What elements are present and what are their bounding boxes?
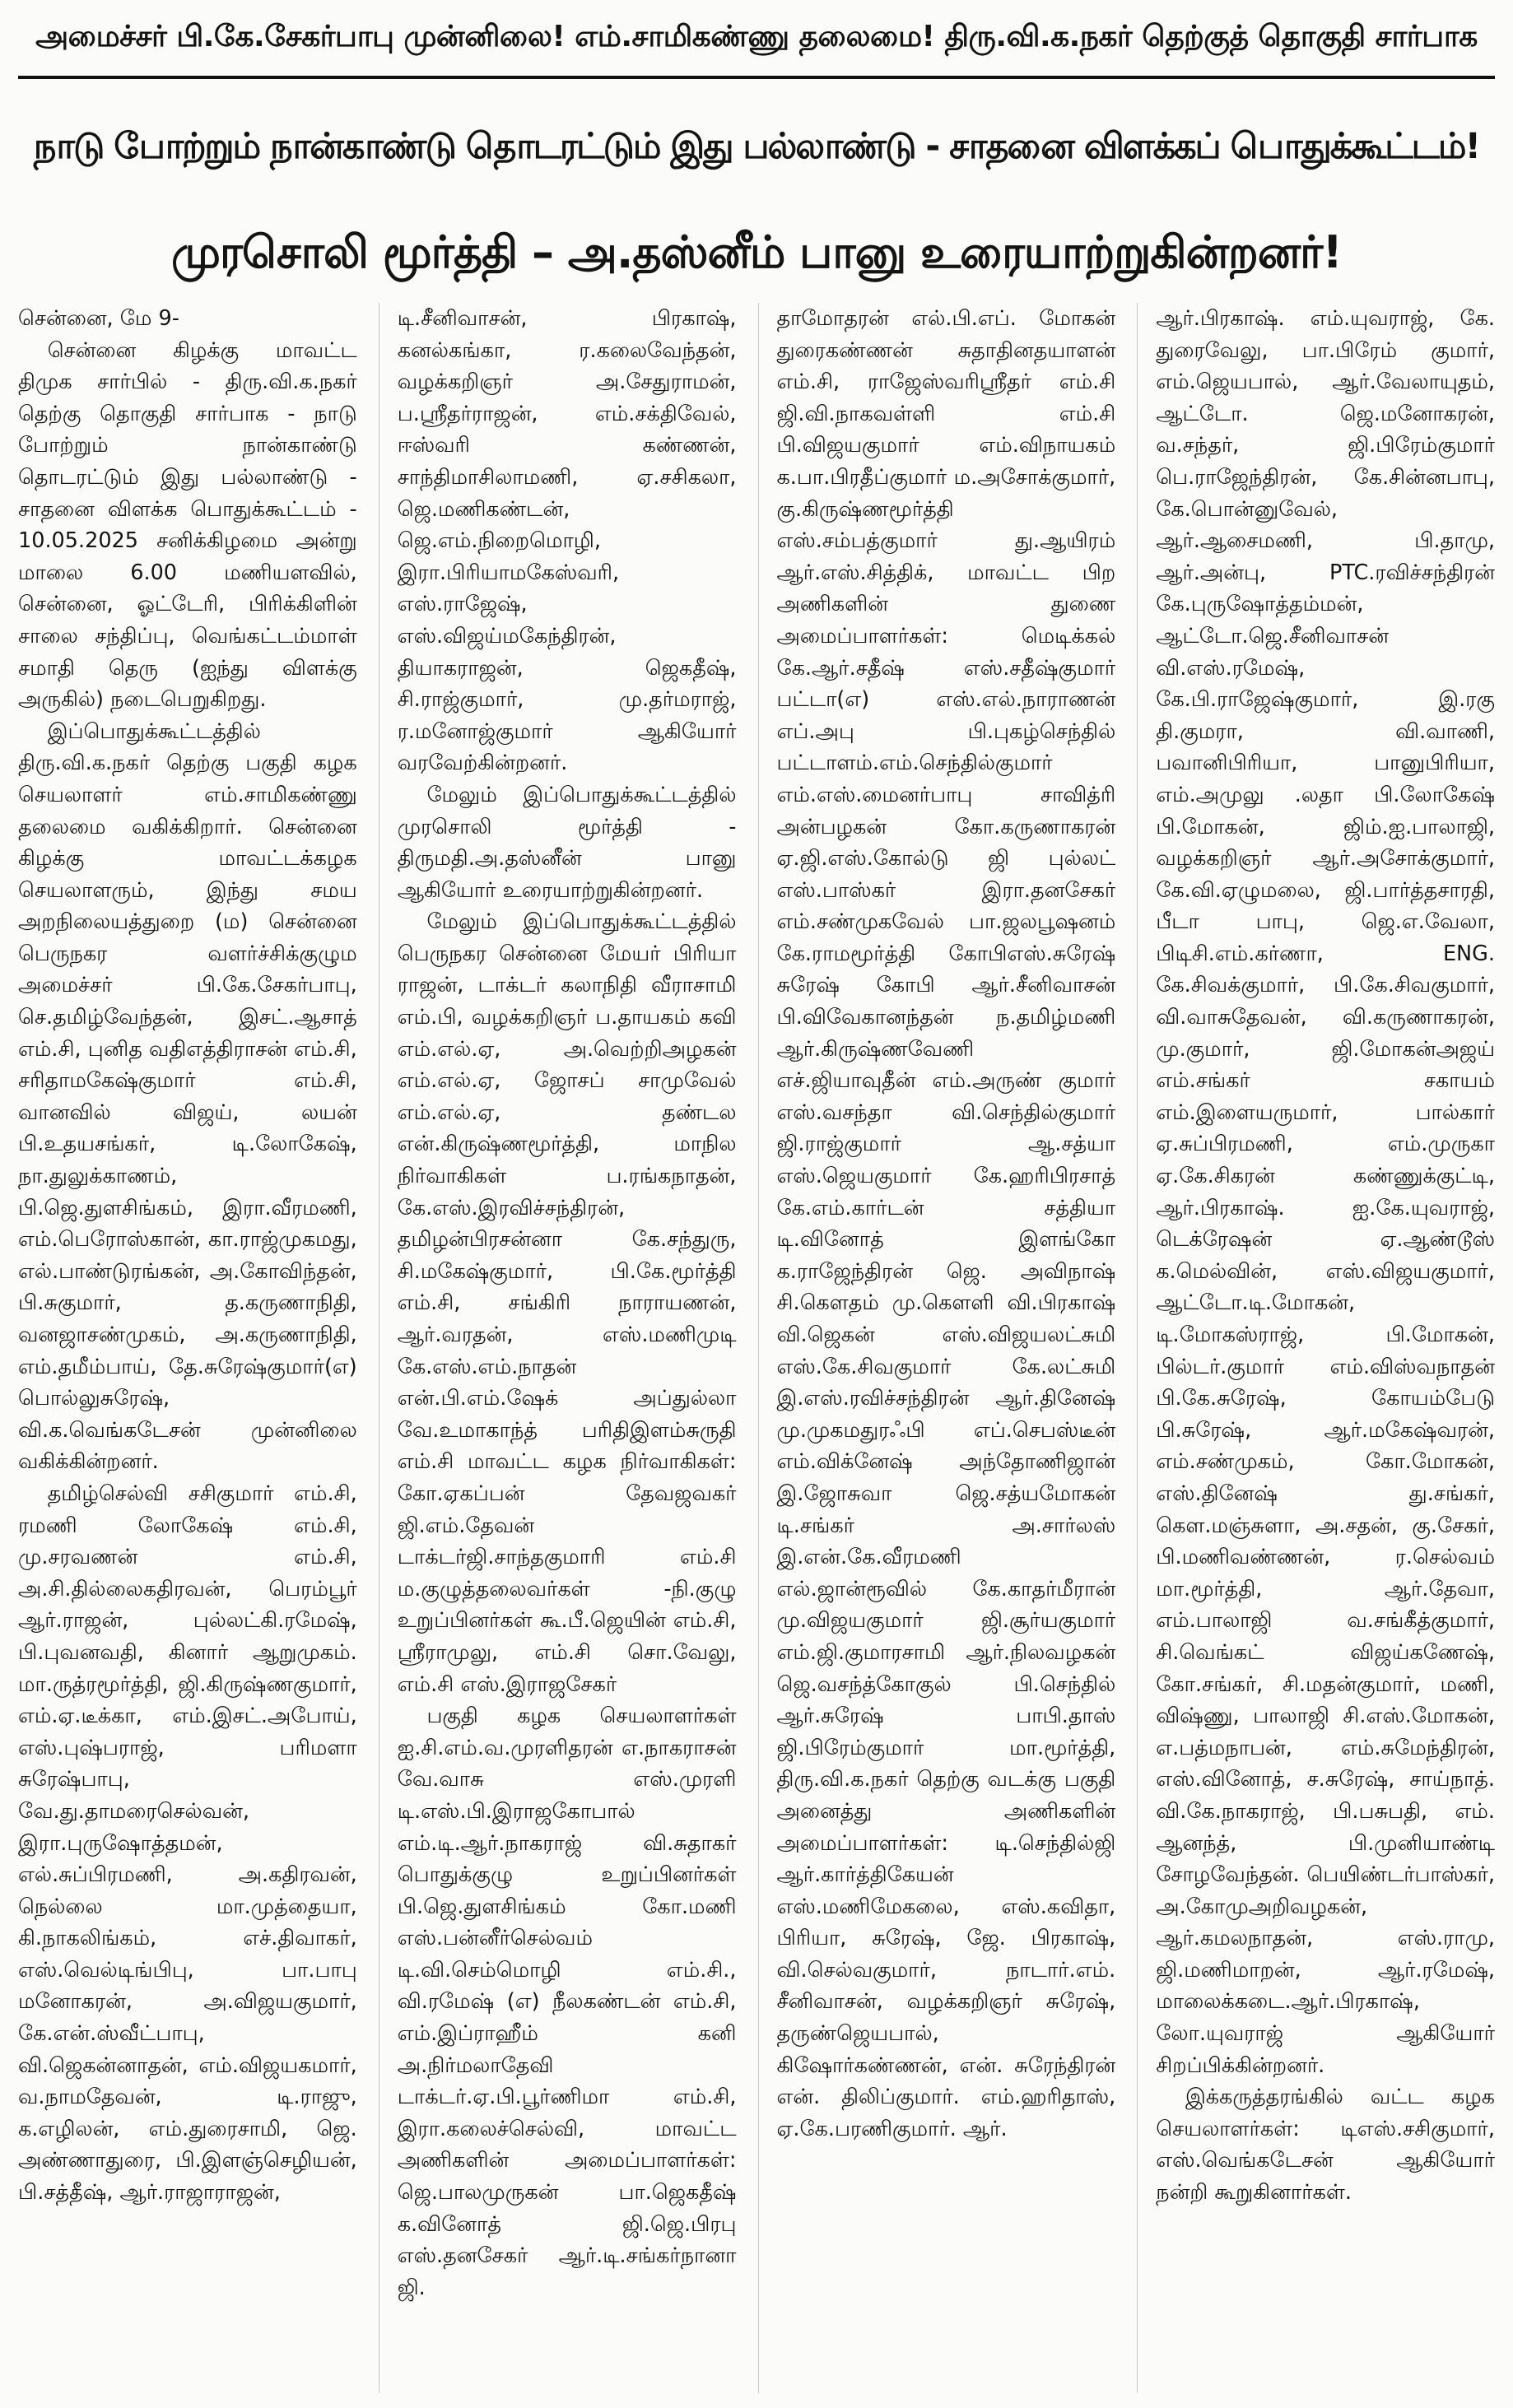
article-column-4 [1137, 303, 1495, 2393]
dateline: சென்னை, மே 9- [18, 306, 179, 331]
paragraph: மேலும் இப்பொதுக்கூட்டத்தில் முரசொலி மூர்த்தி - திருமதி.அ.தஸ்னீன் பானு ஆகியோர் உரையாற்றுகின்றனர். [397, 782, 737, 903]
article-column-3 [758, 303, 1116, 2393]
article-column-2 [379, 303, 737, 2393]
subheadline: முரசொலி மூர்த்தி – அ.தஸ்னீம் பானு உரையாற்றுகின்றனர்! [171, 225, 1342, 278]
paragraph: தமிழ்செல்வி சசிகுமார் எம்.சி, ரமணி லோகேஷ் எம்.சி, மு.சரவணன் எம்.சி, அ.சி.தில்லைகதிரவன், பெரம்பூர் ஆர்.ராஜன், புல்லட்கி.ரமேஷ், பி.புவனவதி, கினார் ஆறுமுகம். மா.ருத்ரமூர்த்தி, ஜி.கிருஷ்ணகுமார், எம்.ஏ.டீக்கா, எம்.இசட்.அபோய், எஸ்.புஷ்பராஜ், பரிமளா சுரேஷ்பாபு, வே.து.தாமரைசெல்வன், இரா.புருஷோத்தமன், எல்.சுப்பிரமணி, அ.கதிரவன், நெல்லை மா.முத்தையா, கி.நாகலிங்கம், எச்.திவாகர், எஸ்.வெல்டிங்பிபு, பா.பாபு மனோகரன், அ.விஜயகுமார், கே.என்.ஸ்வீட்பாபு, வி.ஜெகன்னாதன், எம்.விஜயகமார், வ.நாமதேவன், டி.ராஜு, க.எழிலன், எம்.துரைசாமி, ஜெ. அண்ணாதுரை, பி.இளஞ்செழியன், பி.சத்தீஷ், ஆர்.ராஜாராஜன், [18, 1481, 357, 2206]
paragraph: பகுதி கழக செயலாளர்கள் ஐ.சி.எம்.வ.முரளிதரன் எ.நாகராசன் வே.வாசு எஸ்.முரளி டி.எஸ்.பி.இராஜகோபால் எம்.டி.ஆர்.நாகராஜ் வி.சுதாகர் பொதுக்குழு உறுப்பினர்கள் பி.ஜெ.துளசிங்கம் கோ.மணி எஸ்.பன்னீர்செல்வம் டி.வி.செம்மொழி எம்.சி., வி.ரமேஷ் (எ) நீலகண்டன் எம்.சி, எம்.இப்ராஹீம் கனி அ.நிர்மலாதேவி டாக்டர்.ஏ.பி.பூர்ணிமா எம்.சி, இரா.கலைச்செல்வி, மாவட்ட அணிகளின் அமைப்பாளர்கள்: ஜெ.பாலமுருகன் பா.ஜெகதீஷ் க.வினோத் ஜி.ஜெ.பிரபு எஸ்.தனசேகர் ஆர்.டி.சங்கர்நானா ஜி. [397, 1704, 737, 2300]
kicker-divider [18, 76, 1495, 79]
paragraph: இப்பொதுக்கூட்டத்தில் திரு.வி.க.நகர் தெற்கு பகுதி கழக செயலாளர் எம்.சாமிகண்ணு தலைமை வகிக்கிறார். சென்னை கிழக்கு மாவட்டக்கழக செயலாளரும், இந்து சமய அறநிலையத்துறை (ம) சென்னை பெருநகர வளர்ச்சிக்குழும அமைச்சர் பி.கே.சேகர்பாபு, செ.தமிழ்வேந்தன், இசட்.ஆசாத் எம்.சி, புனித வதிஎத்திராசன் எம்.சி, சரிதாமகேஷ்குமார் எம்.சி, வானவில் விஜய், லயன் பி.உதயசங்கர், டி.லோகேஷ், நா.துலுக்காணம், பி.ஜெ.துளசிங்கம், இரா.வீரமணி, எம்.பெரோஸ்கான், கா.ராஜ்முகமது, எல்.பாண்டுரங்கன், அ.கோவிந்தன், பி.சுகுமார், த.கருணாநிதி, வனஜாசண்முகம், அ.கருணாநிதி, எம்.தமீம்பாய், தே.சுரேஷ்குமார்(எ) பொல்லுசுரேஷ், வி.க.வெங்கடேசன் முன்னிலை வகிக்கின்றனர். [18, 718, 357, 1475]
paragraph: மேலும் இப்பொதுக்கூட்டத்தில் பெருநகர சென்னை மேயர் பிரியா ராஜன், டாக்டர் கலாநிதி வீராசாமி எம்.பி, வழக்கறிஞர் ப.தாயகம் கவி எம்.எல்.ஏ, அ.வெற்றிஅழகன் எம்.எல்.ஏ, ஜோசப் சாமுவேல் எம்.எல்.ஏ, தண்டல என்.கிருஷ்ணமூர்த்தி, மாநில நிர்வாகிகள் ப.ரங்கநாதன், கே.எஸ்.இரவிச்சந்திரன், தமிழன்பிரசன்னா கே.சந்துரு, சி.மகேஷ்குமார், பி.கே.மூர்த்தி எம்.சி, சங்கிரி நாராயணன், ஆர்.வரதன், எஸ்.மணிமுடி கே.எஸ்.எம்.நாதன் என்.பி.எம்.ஷேக் அப்துல்லா வே.உமாகாந்த் பரிதிஇளம்சுருதி எம்.சி மாவட்ட கழக நிர்வாகிகள்: கோ.ஏகப்பன் தேவஜவகர் ஜி.எம்.தேவன் டாக்டர்ஜி.சாந்தகுமாரி எம்.சி ம.குழுத்தலைவர்கள் -நி.குழு உறுப்பினர்கள் கூ.பீ.ஜெயின் எம்.சி, ஸ்ரீராமுலு, எம்.சி சொ.வேலு, எம்.சி எஸ்.இராஜசேகர் [397, 909, 737, 1697]
paragraph: ஆர்.பிரகாஷ். எம்.யுவராஜ், கே. துரைவேலு, பா.பிரேம் குமார், எம்.ஜெயபால், ஆர்.வேலாயுதம், ஆட்டோ. ஜெ.மனோகரன், வ.சந்தர், ஜி.பிரேம்குமார் பெ.ராஜேந்திரன், கே.சின்னபாபு, கே.பொன்னுவேல், ஆர்.ஆசைமணி, பி.தாமு, ஆர்.அன்பு, PTC.ரவிச்சந்திரன் கே.புருஷோத்தம்மன், ஆட்டோ.ஜெ.சீனிவாசன் வி.எஸ்.ரமேஷ், கே.பி.ராஜேஷ்குமார், இ.ரகு தி.குமரா, வி.வாணி, பவானிபிரியா, பானுபிரியா, எம்.அமுலு .லதா பி.லோகேஷ் பி.மோகன், ஜிம்.ஐ.பாலாஜி, வழக்கறிஞர் ஆர்.அசோக்குமார், கே.வி.ஏழுமலை, ஜி.பார்த்தசாரதி, பீடா பாபு, ஜெ.எ.வேலா, பிடிசி.எம்.கர்ணா, ENG. கே.சிவக்குமார், பி.கே.சிவகுமார், வி.வாசுதேவன், வி.கருணாகரன், மு.குமார், ஜி.மோகன்அஜய் எம்.சங்கர் சகாயம் எம்.இளையருமார், பால்கார் ஏ.சுப்பிரமணி, எம்.முருகா ஏ.கே.சிகரன் கண்ணுக்குட்டி, ஆர்.பிரகாஷ். ஐ.கே.யுவராஜ், டெக்ரேஷன் ஏ.ஆண்டூஸ் க.மெல்வின், எஸ்.விஜயகுமார், ஆட்டோ.டி.மோகன், டி.மோகஸ்ராஜ், பி.மோகன், பில்டர்.குமார் எம்.விஸ்வநாதன் பி.கே.சுரேஷ், கோயம்பேடு பி.சுரேஷ், ஆர்.மகேஷ்வரன், எம்.சண்முகம், கோ.மோகன், எஸ்.தினேஷ் து.சங்கர், கௌ.மஞ்சுளா, அ.சதன், கு.சேகர், பி.மணிவண்ணன், ர.செல்வம் மா.மூர்த்தி, ஆர்.தேவா, எம்.பாலாஜி வ.சங்கீத்குமார், சி.வெங்கட் விஜய்கணேஷ், கோ.சங்கர், சி.மதன்குமார், மணி, விஷ்ணு, பாலாஜி சி.எஸ்.மோகன், எ.பத்மநாபன், எம்.சுமேந்திரன், எஸ்.வினோத், ச.சுரேஷ், சாய்நாத். வி.கே.நாகராஜ், பி.பசுபதி, எம். ஆனந்த், பி.முனியாண்டி சோழவேந்தன். பெயிண்டர்பாஸ்கர், அ.கோமுஅறிவழகன், ஆர்.கமலநாதன், எஸ்.ராமு, ஜி.மணிமாறன், ஆர்.ரமேஷ், மாலைக்கடை.ஆர்.பிரகாஷ், லோ.யுவராஜ் ஆகியோர் சிறப்பிக்கின்றனர். [1156, 306, 1495, 2078]
paragraph: சென்னை கிழக்கு மாவட்ட திமுக சார்பில் - திரு.வி.க.நகர் தெற்கு தொகுதி சார்பாக - நாடு போற்றும் நான்காண்டு தொடரட்டும் இது பல்லாண்டு - சாதனை விளக்க பொதுக்கூட்டம் - 10.05.2025 சனிக்கிழமை அன்று மாலை 6.00 மணியளவில், சென்னை, ஓட்டேரி, பிரிக்கிளின் சாலை சந்திப்பு, வெங்கட்டம்மாள் சமாதி தெரு (ஐந்து விளக்கு அருகில்) நடைபெறுகிறது. [18, 337, 357, 713]
kicker-line: அமைச்சர் பி.கே.சேகர்பாபு முன்னிலை! எம்.சாமிகண்ணு தலைமை! திரு.வி.க.நகர் தெற்குத் தொகுதி சார்பாக [35, 20, 1478, 53]
article-body [18, 303, 1495, 2393]
article-column-1 [18, 303, 357, 2393]
paragraph: டி.சீனிவாசன், பிரகாஷ், கனல்கங்கா, ர.கலைவேந்தன், வழக்கறிஞர் அ.சேதுராமன், ப.ஸ்ரீதர்ராஜன், எம்.சக்திவேல், ஈஸ்வரி கண்ணன், சாந்திமாசிலாமணி, ஏ.சசிகலா, ஜெ.மணிகண்டன், ஜெ.எம்.நிறைமொழி, இரா.பிரியாமகேஸ்வரி, எஸ்.ராஜேஷ், எஸ்.விஜய்மகேந்திரன், தியாகராஜன், ஜெகதீஷ், சி.ராஜ்குமார், மு.தர்மராஜ், ர.மனோஜ்குமார் ஆகியோர் வரவேற்கின்றனர். [397, 306, 737, 776]
paragraph: தாமோதரன் எல்.பி.எப். மோகன் துரைகண்ணன் சுதாதினதயாளன் எம்.சி, ராஜேஸ்வரிஸ்ரீதர் எம்.சி ஜி.வி.நாகவள்ளி எம்.சி பி.விஜயகுமார் எம்.விநாயகம் க.பா.பிரதீப்குமார் ம.அசோக்குமார், கு.கிருஷ்ணமூர்த்தி எஸ்.சம்பத்குமார் து.ஆயிரம் ஆர்.எஸ்.சித்திக், மாவட்ட பிற அணிகளின் துணை அமைப்பாளர்கள்: மெடிக்கல் கே.ஆர்.சதீஷ் எஸ்.சதீஷ்குமார் பட்டா(எ) எஸ்.எல்.நாராணன் எப்.அபு பி.புகழ்செந்தில் பட்டாளம்.எம்.செந்தில்குமார் எம்.எஸ்.மைனர்பாபு சாவித்ரி அன்பழகன் கோ.கருணாகரன் ஏ.ஜி.எஸ்.கோல்டு ஜி புல்லட் எஸ்.பாஸ்கர் இரா.தனசேகர் எம்.சண்முகவேல் பா.ஜலபூஷனம் கே.ராமமூர்த்தி கோபிஎஸ்.சுரேஷ் சுரேஷ் கோபி ஆர்.சீனிவாசன் பி.விவேகானந்தன் ந.தமிழ்மணி ஆர்.கிருஷ்ணவேணி எச்.ஜியாவுதீன் எம்.அருண் குமார் எஸ்.வசந்தா வி.செந்தில்குமார் ஜி.ராஜ்குமார் ஆ.சத்யா எஸ்.ஜெயகுமார் கே.ஹரிபிரசாத் கே.எம்.கார்டன் சத்தியா டி.வினோத் இளங்கோ க.ராஜேந்திரன் ஜெ. அவிநாஷ் சி.கௌதம் மு.கௌளி வி.பிரகாஷ் வி.ஜெகன் எஸ்.விஜயலட்சுமி எஸ்.கே.சிவகுமார் கே.லட்சுமி இ.எஸ்.ரவிச்சந்திரன் ஆர்.தினேஷ் மு.முகமதுரஃபி எப்.செபஸ்டீன் எம்.விக்னேஷ் அந்தோணிஜான் இ.ஜோசுவா ஜெ.சத்யமோகன் டி.சங்கர் அ.சார்லஸ் இ.என்.கே.வீரமணி எல்.ஜான்ரூவில் கே.காதர்மீரான் மு.விஜயகுமார் ஜி.சூர்யகுமார் எம்.ஜி.குமாரசாமி ஆர்.நிலவழகன் ஜெ.வசந்த்கோகுல் பி.செந்தில் ஆர்.சுரேஷ் பாபி.தாஸ் ஜி.பிரேம்குமார் மா.மூர்த்தி, திரு.வி.க.நகர் தெற்கு வடக்கு பகுதி அனைத்து அணிகளின் அமைப்பாளர்கள்: டி.செந்தில்ஜி ஆர்.கார்த்திகேயன் எஸ்.மணிமேகலை, எஸ்.கவிதா, பிரியா, சுரேஷ், ஜே. பிரகாஷ், வி.செல்வகுமார், நாடார்.எம். சீனிவாசன், வழக்கறிஞர் சுரேஷ், தருண்ஜெயபால், கிஷோர்கண்ணன், என். சுரேந்திரன் என். திலிப்குமார். எம்.ஹரிதாஸ், ஏ.கே.பரணிகுமார். ஆர். [776, 306, 1116, 2141]
paragraph: இக்கருத்தரங்கில் வட்ட கழக செயலாளர்கள்: டிஎஸ்.சசிகுமார், எஸ்.வெங்கடேசன் ஆகியோர் நன்றி கூறுகினார்கள். [1156, 2085, 1495, 2206]
headline: நாடு போற்றும் நான்காண்டு தொடரட்டும் இது பல்லாண்டு - சாதனை விளக்கப் பொதுக்கூட்டம்! [33, 126, 1480, 168]
